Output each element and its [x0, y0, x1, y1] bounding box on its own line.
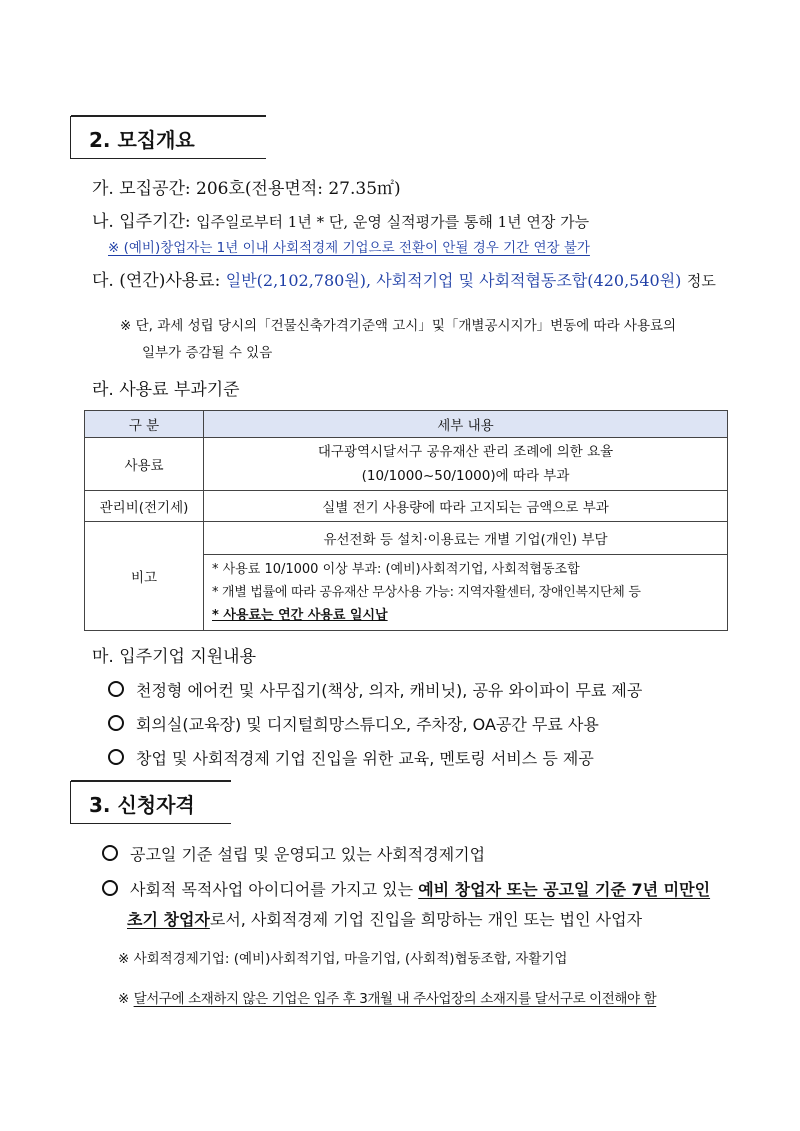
note-mark: ※: [118, 991, 130, 1007]
fee-row-details: 실별 전기 사용량에 따라 고지되는 금액으로 부과: [204, 491, 728, 522]
overview-na: [92, 207, 589, 232]
fee-bullet: * 사용료는 연간 사용료 일시납: [212, 608, 388, 623]
overview-ga: 가. 모집공간: 206호(전용면적: 27.35㎡): [92, 179, 401, 199]
overview-da-label: 다. (연간)사용료:: [92, 271, 221, 291]
fee-row-label: 비고: [85, 522, 204, 631]
overview-da-value: 일반(2,102,780원), 사회적기업 및 사회적협동조합(420,540원): [225, 271, 682, 290]
overview-da-suffix: 정도: [686, 272, 716, 290]
fee-row-line: 대구광역시달서구 공유재산 관리 조례에 의한 요율: [317, 444, 614, 460]
overview-da-note-1: ※ 단, 과세 성립 당시의「건물신축가격기준액 고시」및「개별공시지가」변동에 따라 사용료의: [120, 318, 677, 334]
list-item: [108, 746, 594, 769]
overview-ra: 라. 사용료 부과기준: [92, 380, 240, 400]
support-title: 마. 입주기업 지원내용: [92, 647, 257, 667]
section-3-header: [70, 781, 231, 824]
circle-bullet-icon: [108, 715, 124, 731]
fee-bullet: * 개별 법률에 따라 공유재산 무상사용 가능: 지역자활센터, 장애인복지단체 등: [212, 585, 641, 600]
circle-bullet-icon: [108, 681, 124, 697]
section-2-header: [70, 116, 266, 159]
list-item: [108, 712, 599, 735]
support-item-text: 천정형 에어컨 및 사무집기(책상, 의자, 캐비닛), 공유 와이파이 무료 제공: [136, 681, 643, 700]
support-item-text: 창업 및 사회적경제 기업 진입을 위한 교육, 멘토링 서비스 등 제공: [136, 749, 594, 768]
circle-bullet-icon: [102, 845, 118, 861]
overview-na-note: ※ (예비)창업자는 1년 이내 사회적경제 기업으로 전환이 안될 경우 기간 연장 불가: [108, 240, 590, 256]
list-item: [108, 678, 642, 701]
fee-table-header-category: 구 분: [85, 411, 204, 438]
fee-table: [84, 410, 728, 631]
fee-row-details: 유선전화 등 설치·이용료는 개별 기업(개인) 부담: [204, 522, 728, 555]
fee-table-header-details: 세부 내용: [204, 411, 728, 438]
fee-bullet: * 사용료 10/1000 이상 부과: (예비)사회적기업, 사회적협동조합: [212, 562, 580, 577]
eligibility-note-2-text: 달서구에 소재하지 않은 기업은 입주 후 3개월 내 주사업장의 소재지를 달서구로 이전해야 함: [133, 991, 657, 1007]
fee-row-details: [204, 438, 728, 491]
fee-row-label: 관리비(전기세): [85, 491, 204, 522]
list-item: [102, 877, 710, 900]
eligibility-note-1: ※ 사회적경제기업: (예비)사회적기업, 마을기업, (사회적)협동조합, 자활기업: [118, 951, 568, 967]
fee-row-label: 사용료: [85, 438, 204, 491]
overview-na-label: 나. 입주기간:: [92, 212, 191, 232]
overview-na-text: 입주일로부터 1년 * 단, 운영 실적평가를 통해 1년 연장 가능: [196, 213, 590, 231]
eligibility-note-2: [118, 987, 656, 1007]
section-2-title: 2. 모집개요: [89, 128, 195, 152]
section-3-title: 3. 신청자격: [89, 793, 195, 817]
table-row: [85, 491, 728, 522]
support-item-text: 회의실(교육장) 및 디지털희망스튜디오, 주차장, OA공간 무료 사용: [136, 715, 599, 734]
eligibility-item-2-continued: [127, 907, 642, 930]
list-item: [102, 842, 485, 865]
circle-bullet-icon: [102, 880, 118, 896]
circle-bullet-icon: [108, 749, 124, 765]
fee-row-line: (10/1000~50/1000)에 따라 부과: [361, 468, 570, 484]
eligibility-item-2d: 로서, 사회적경제 기업 진입을 희망하는 개인 또는 법인 사업자: [209, 910, 643, 929]
overview-da-note-2: 일부가 증감될 수 있음: [142, 345, 273, 361]
eligibility-item-2c: 초기 창업자: [127, 910, 210, 929]
eligibility-item-1: 공고일 기준 설립 및 운영되고 있는 사회적경제기업: [130, 845, 486, 864]
table-row: [85, 438, 728, 491]
table-row: [85, 522, 728, 555]
fee-row-bullets: [204, 555, 728, 631]
eligibility-item-2b: 예비 창업자 또는 공고일 기준 7년 미만인: [418, 880, 711, 899]
eligibility-item-2a: 사회적 목적사업 아이디어를 가지고 있는: [130, 880, 414, 899]
overview-da: [92, 266, 716, 291]
